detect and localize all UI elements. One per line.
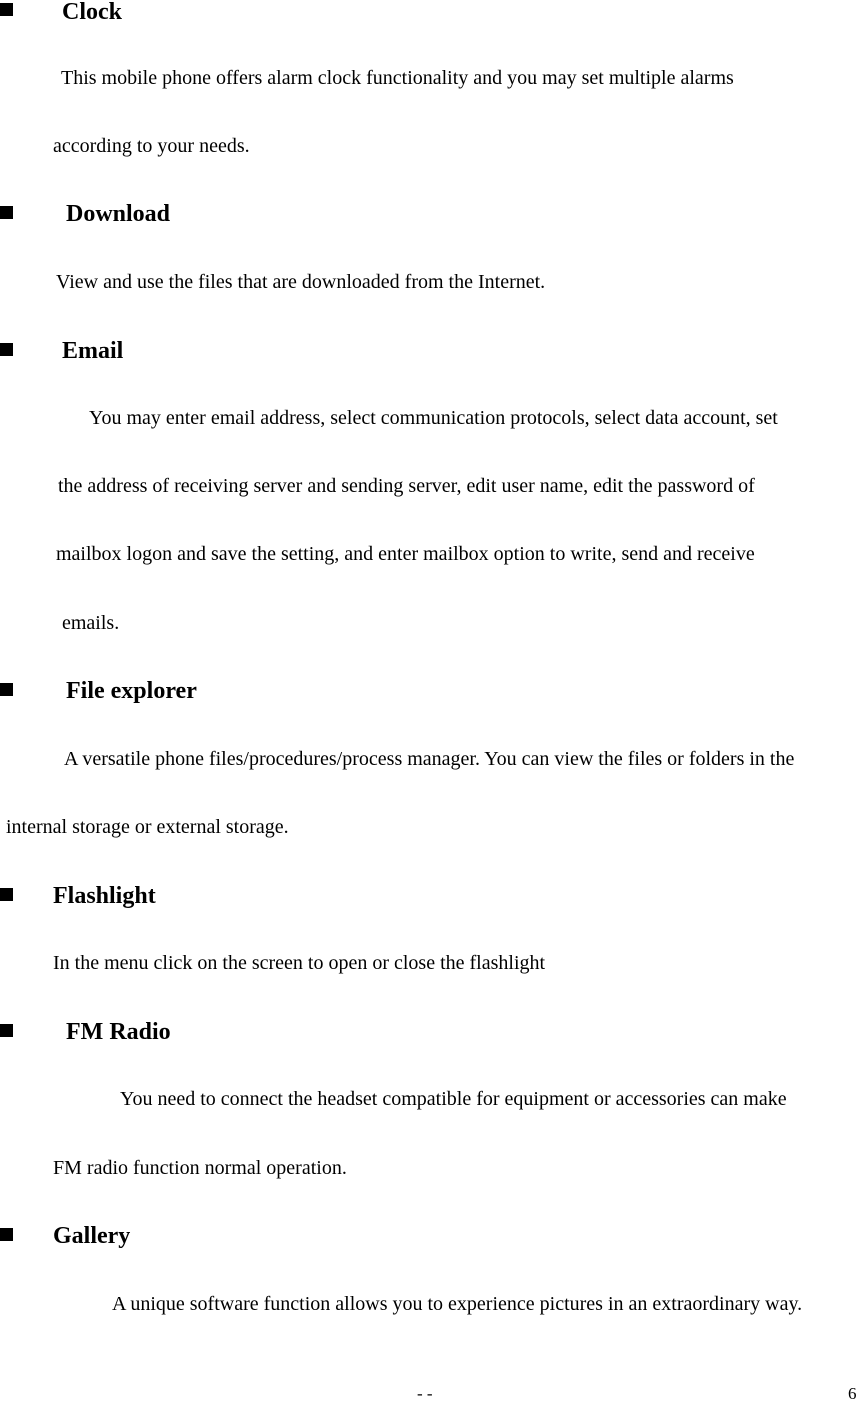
paragraph-line: mailbox logon and save the setting, and enter mailbox option to write, send and receive <box>56 543 755 565</box>
paragraph-line: In the menu click on the screen to open or close the flashlight <box>53 952 546 974</box>
section-heading: FM Radio <box>66 1019 171 1045</box>
section-heading: File explorer <box>66 678 197 704</box>
paragraph-line: internal storage or external storage. <box>6 816 289 838</box>
section-heading: Flashlight <box>53 883 156 909</box>
section-heading: Email <box>62 338 124 364</box>
section-heading: Gallery <box>53 1223 131 1249</box>
paragraph-line: FM radio function normal operation. <box>53 1157 347 1179</box>
square-bullet-icon <box>0 888 13 901</box>
paragraph-line: A unique software function allows you to experience pictures in an extraordinary way. <box>112 1293 803 1315</box>
paragraph-line: A versatile phone files/procedures/process manager. You can view the files or folders in the <box>64 748 795 770</box>
section-heading: Clock <box>62 0 122 25</box>
paragraph-line: You may enter email address, select communication protocols, select data account, set <box>89 407 778 429</box>
paragraph-line: according to your needs. <box>53 135 250 157</box>
square-bullet-icon <box>0 206 13 219</box>
paragraph-line: You need to connect the headset compatible for equipment or accessories can make <box>120 1088 787 1110</box>
section-heading: Download <box>66 201 171 227</box>
square-bullet-icon <box>0 1228 13 1241</box>
square-bullet-icon <box>0 683 13 696</box>
square-bullet-icon <box>0 3 13 16</box>
square-bullet-icon <box>0 343 13 356</box>
paragraph-line: emails. <box>62 612 120 634</box>
page-number: 6 <box>848 1384 857 1403</box>
paragraph-line: This mobile phone offers alarm clock functionality and you may set multiple alarms <box>61 67 734 89</box>
square-bullet-icon <box>0 1024 13 1037</box>
paragraph-line: the address of receiving server and sending server, edit user name, edit the password of <box>58 475 755 497</box>
paragraph-line: View and use the files that are downloaded from the Internet. <box>56 271 546 293</box>
footer-center-mark: - - <box>417 1384 433 1403</box>
